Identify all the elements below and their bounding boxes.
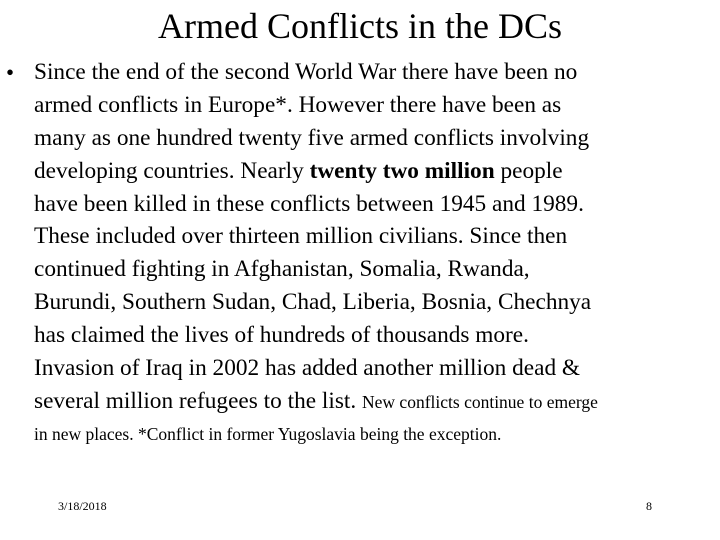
text-line-2: armed conflicts in Europe*. However there have been as	[34, 91, 562, 118]
text-line-4-end: people	[494, 157, 563, 184]
text-line-11	[34, 385, 718, 418]
text-line-4	[34, 155, 718, 188]
bullet-text	[34, 56, 718, 450]
text-line-6: These included over thirteen million civilians. Since then	[34, 223, 568, 250]
text-line-11-start: several million refugees to the list.	[34, 387, 363, 414]
text-line-3: many as one hundred twenty five armed conflicts involving	[34, 124, 590, 151]
emphasis-twenty-two-million: twenty two million	[309, 157, 495, 184]
text-line-4-start: developing countries. Nearly	[34, 157, 310, 184]
text-line-11-small: New conflicts continue to emerge	[362, 391, 598, 412]
text-line-9: has claimed the lives of hundreds of thousands more.	[34, 322, 529, 349]
text-line-5: have been killed in these conflicts between 1945 and 1989.	[34, 190, 584, 217]
text-line-8: Burundi, Southern Sudan, Chad, Liberia, Bosnia, Chechnya	[34, 289, 592, 316]
text-line-1: Since the end of the second World War there have been no	[34, 59, 578, 85]
footer-date: 3/18/2018	[58, 499, 107, 513]
footer-page-number: 8	[646, 499, 652, 513]
bullet-icon: •	[6, 60, 15, 85]
slide-title: Armed Conflicts in the DCs	[158, 6, 562, 46]
text-line-7: continued fighting in Afghanistan, Somalia, Rwanda,	[34, 256, 530, 283]
text-line-12: in new places. *Conflict in former Yugoslavia being the exception.	[34, 423, 502, 444]
text-line-10: Invasion of Iraq in 2002 has added another million dead &	[34, 355, 581, 382]
